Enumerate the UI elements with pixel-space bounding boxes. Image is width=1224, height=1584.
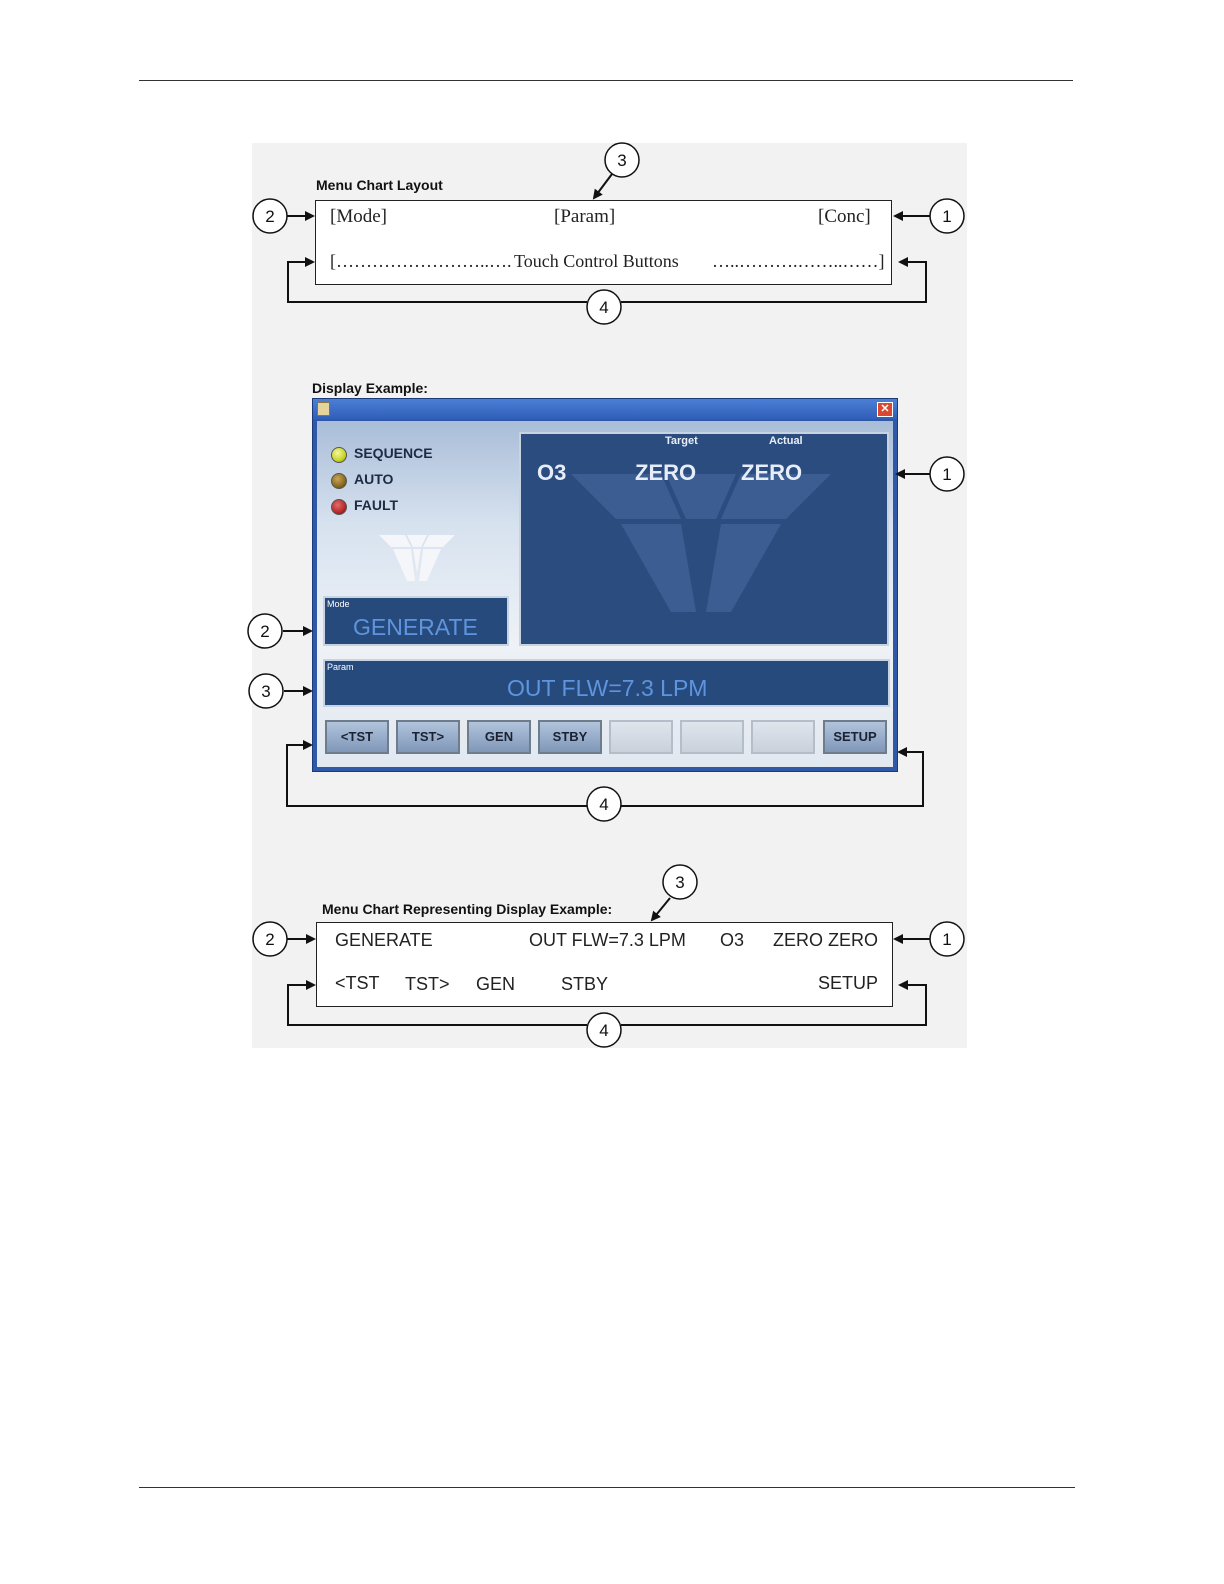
loop-4-example-right bbox=[621, 985, 926, 1025]
example-button-tst-next: TST> bbox=[405, 974, 450, 994]
callout-2-display: 2 bbox=[260, 622, 270, 641]
callout-3-display: 3 bbox=[261, 682, 271, 701]
setup-button[interactable]: SETUP bbox=[823, 720, 887, 754]
example-button-tst-prev: <TST bbox=[335, 973, 380, 993]
callout-2-example: 2 bbox=[265, 930, 275, 949]
actual-value: ZERO bbox=[741, 460, 803, 485]
callout-1-layout: 1 bbox=[942, 207, 952, 226]
loop-4-display-right bbox=[621, 752, 923, 806]
layout-conc-label: [Conc] bbox=[818, 206, 871, 227]
fault-label: FAULT bbox=[354, 497, 399, 513]
callout-4-example: 4 bbox=[599, 1021, 609, 1040]
layout-buttons-left: [……………………..…. bbox=[330, 251, 512, 271]
display-example-title: Display Example: bbox=[312, 380, 428, 396]
example-button-stby: STBY bbox=[561, 974, 609, 994]
layout-param-label: [Param] bbox=[554, 206, 616, 227]
layout-buttons-label: Touch Control Buttons bbox=[514, 251, 679, 271]
example-conc: ZERO ZERO bbox=[773, 930, 879, 950]
target-header: Target bbox=[665, 435, 698, 447]
layout-mode-label: [Mode] bbox=[330, 206, 387, 227]
tst-prev-button[interactable]: <TST bbox=[325, 720, 389, 754]
sequence-label: SEQUENCE bbox=[354, 445, 433, 461]
callout-3-layout: 3 bbox=[617, 151, 627, 170]
mode-value: GENERATE bbox=[353, 614, 478, 640]
loop-4-layout-right bbox=[621, 262, 926, 302]
example-button-setup: SETUP bbox=[818, 973, 879, 993]
actual-header: Actual bbox=[769, 435, 803, 447]
layout-buttons-right: …..……….……..……] bbox=[712, 251, 885, 271]
target-value: ZERO bbox=[635, 460, 697, 485]
close-icon[interactable]: ✕ bbox=[877, 402, 893, 417]
arrow-3-layout bbox=[594, 174, 612, 198]
example-chart-title: Menu Chart Representing Display Example: bbox=[322, 901, 613, 917]
callout-2-layout: 2 bbox=[265, 207, 275, 226]
callout-3-example: 3 bbox=[675, 873, 685, 892]
loop-4-example-left bbox=[288, 985, 587, 1025]
example-param: OUT FLW=7.3 LPM bbox=[529, 930, 686, 950]
arrow-3-example bbox=[652, 898, 670, 920]
param-value: OUT FLW=7.3 LPM bbox=[507, 675, 708, 701]
auto-label: AUTO bbox=[354, 471, 394, 487]
loop-4-layout-left bbox=[288, 262, 587, 302]
callout-4-layout: 4 bbox=[599, 298, 609, 317]
callout-1-example: 1 bbox=[942, 930, 952, 949]
loop-4-display-left bbox=[287, 745, 587, 806]
gen-button[interactable]: GEN bbox=[467, 720, 531, 754]
mode-caption: Mode bbox=[327, 599, 350, 609]
example-gas: O3 bbox=[720, 930, 745, 950]
tst-next-button[interactable]: TST> bbox=[396, 720, 460, 754]
callout-4-display: 4 bbox=[599, 795, 609, 814]
example-button-gen: GEN bbox=[476, 974, 516, 994]
param-caption: Param bbox=[327, 662, 354, 672]
example-mode: GENERATE bbox=[335, 930, 433, 950]
callout-1-display: 1 bbox=[942, 465, 952, 484]
stby-button[interactable]: STBY bbox=[538, 720, 602, 754]
layout-chart-title: Menu Chart Layout bbox=[316, 177, 443, 193]
gas-name: O3 bbox=[537, 460, 567, 485]
